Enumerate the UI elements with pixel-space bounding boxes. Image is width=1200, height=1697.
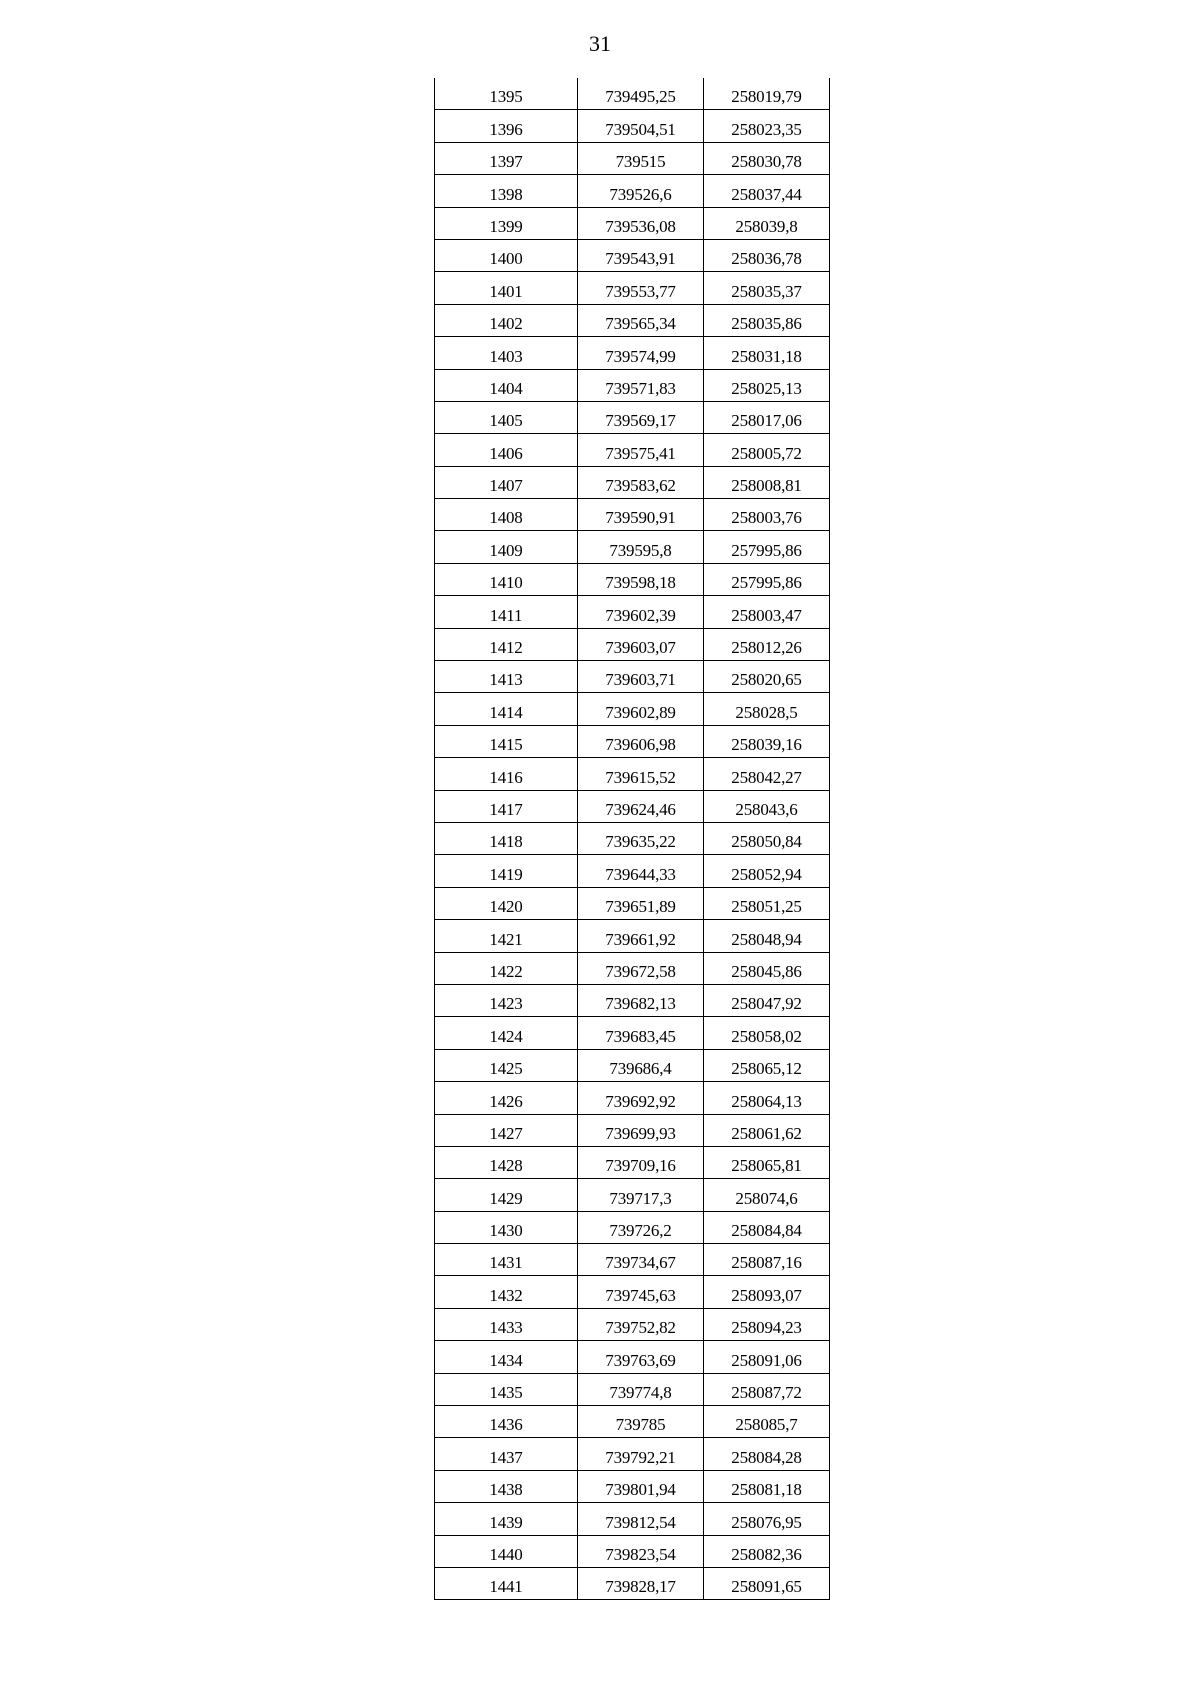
table-row [435,725,830,757]
y-coordinate-cell: 258061,62 [704,1114,830,1146]
y-coordinate-cell: 258093,07 [704,1276,830,1308]
coordinates-table [434,78,830,1600]
table-row [435,563,830,595]
x-coordinate-cell: 739615,52 [578,758,704,790]
y-coordinate-cell: 258051,25 [704,887,830,919]
table-row [435,758,830,790]
point-number-cell: 1395 [435,78,578,110]
x-coordinate-cell: 739752,82 [578,1308,704,1340]
point-number-cell: 1416 [435,758,578,790]
point-number-cell: 1426 [435,1082,578,1114]
y-coordinate-cell: 258087,72 [704,1373,830,1405]
point-number-cell: 1409 [435,531,578,563]
x-coordinate-cell: 739644,33 [578,855,704,887]
table-row [435,531,830,563]
table-row [435,1470,830,1502]
x-coordinate-cell: 739515 [578,142,704,174]
point-number-cell: 1432 [435,1276,578,1308]
y-coordinate-cell: 258064,13 [704,1082,830,1114]
point-number-cell: 1437 [435,1438,578,1470]
table-row [435,1503,830,1535]
y-coordinate-cell: 258052,94 [704,855,830,887]
point-number-cell: 1408 [435,499,578,531]
y-coordinate-cell: 258037,44 [704,175,830,207]
point-number-cell: 1423 [435,984,578,1016]
table-row [435,272,830,304]
table-row [435,1276,830,1308]
y-coordinate-cell: 258019,79 [704,78,830,110]
y-coordinate-cell: 258039,16 [704,725,830,757]
point-number-cell: 1439 [435,1503,578,1535]
y-coordinate-cell: 258036,78 [704,239,830,271]
y-coordinate-cell: 258025,13 [704,369,830,401]
point-number-cell: 1400 [435,239,578,271]
point-number-cell: 1414 [435,693,578,725]
point-number-cell: 1424 [435,1017,578,1049]
table-row [435,401,830,433]
y-coordinate-cell: 258017,06 [704,401,830,433]
table-row [435,920,830,952]
y-coordinate-cell: 258048,94 [704,920,830,952]
point-number-cell: 1436 [435,1406,578,1438]
point-number-cell: 1412 [435,628,578,660]
point-number-cell: 1397 [435,142,578,174]
x-coordinate-cell: 739682,13 [578,984,704,1016]
x-coordinate-cell: 739606,98 [578,725,704,757]
point-number-cell: 1438 [435,1470,578,1502]
point-number-cell: 1396 [435,110,578,142]
x-coordinate-cell: 739595,8 [578,531,704,563]
x-coordinate-cell: 739709,16 [578,1146,704,1178]
y-coordinate-cell: 258023,35 [704,110,830,142]
y-coordinate-cell: 258081,18 [704,1470,830,1502]
point-number-cell: 1433 [435,1308,578,1340]
point-number-cell: 1402 [435,304,578,336]
y-coordinate-cell: 258074,6 [704,1179,830,1211]
y-coordinate-cell: 258050,84 [704,822,830,854]
x-coordinate-cell: 739734,67 [578,1244,704,1276]
table-row [435,1017,830,1049]
point-number-cell: 1406 [435,434,578,466]
x-coordinate-cell: 739603,07 [578,628,704,660]
y-coordinate-cell: 258042,27 [704,758,830,790]
x-coordinate-cell: 739683,45 [578,1017,704,1049]
y-coordinate-cell: 258085,7 [704,1406,830,1438]
point-number-cell: 1435 [435,1373,578,1405]
y-coordinate-cell: 258058,02 [704,1017,830,1049]
table-row [435,369,830,401]
x-coordinate-cell: 739536,08 [578,207,704,239]
table-row [435,239,830,271]
x-coordinate-cell: 739692,92 [578,1082,704,1114]
table-row [435,1082,830,1114]
point-number-cell: 1428 [435,1146,578,1178]
point-number-cell: 1403 [435,337,578,369]
table-row [435,822,830,854]
y-coordinate-cell: 258030,78 [704,142,830,174]
table-row [435,1114,830,1146]
point-number-cell: 1417 [435,790,578,822]
table-row [435,1406,830,1438]
table-row [435,1341,830,1373]
table-row [435,1049,830,1081]
x-coordinate-cell: 739745,63 [578,1276,704,1308]
y-coordinate-cell: 258047,92 [704,984,830,1016]
x-coordinate-cell: 739590,91 [578,499,704,531]
x-coordinate-cell: 739801,94 [578,1470,704,1502]
coordinates-table-body [435,78,830,1600]
point-number-cell: 1422 [435,952,578,984]
x-coordinate-cell: 739543,91 [578,239,704,271]
y-coordinate-cell: 258008,81 [704,466,830,498]
x-coordinate-cell: 739603,71 [578,661,704,693]
table-row [435,466,830,498]
point-number-cell: 1434 [435,1341,578,1373]
table-row [435,207,830,239]
x-coordinate-cell: 739828,17 [578,1567,704,1599]
x-coordinate-cell: 739602,89 [578,693,704,725]
x-coordinate-cell: 739774,8 [578,1373,704,1405]
x-coordinate-cell: 739717,3 [578,1179,704,1211]
y-coordinate-cell: 258076,95 [704,1503,830,1535]
table-row [435,887,830,919]
x-coordinate-cell: 739672,58 [578,952,704,984]
x-coordinate-cell: 739602,39 [578,596,704,628]
point-number-cell: 1405 [435,401,578,433]
table-row [435,499,830,531]
point-number-cell: 1410 [435,563,578,595]
point-number-cell: 1415 [435,725,578,757]
y-coordinate-cell: 258065,12 [704,1049,830,1081]
table-row [435,596,830,628]
y-coordinate-cell: 258035,37 [704,272,830,304]
y-coordinate-cell: 258035,86 [704,304,830,336]
table-row [435,434,830,466]
table-row [435,984,830,1016]
y-coordinate-cell: 258084,28 [704,1438,830,1470]
x-coordinate-cell: 739574,99 [578,337,704,369]
x-coordinate-cell: 739812,54 [578,1503,704,1535]
y-coordinate-cell: 258043,6 [704,790,830,822]
table-row [435,142,830,174]
table-row [435,1373,830,1405]
table-row [435,855,830,887]
y-coordinate-cell: 258082,36 [704,1535,830,1567]
x-coordinate-cell: 739661,92 [578,920,704,952]
point-number-cell: 1421 [435,920,578,952]
table-row [435,790,830,822]
x-coordinate-cell: 739598,18 [578,563,704,595]
y-coordinate-cell: 258094,23 [704,1308,830,1340]
point-number-cell: 1398 [435,175,578,207]
table-row [435,1438,830,1470]
table-row [435,693,830,725]
x-coordinate-cell: 739726,2 [578,1211,704,1243]
table-row [435,1308,830,1340]
table-row [435,1211,830,1243]
x-coordinate-cell: 739686,4 [578,1049,704,1081]
x-coordinate-cell: 739575,41 [578,434,704,466]
page-number: 31 [589,31,611,56]
y-coordinate-cell: 258039,8 [704,207,830,239]
table-row [435,304,830,336]
x-coordinate-cell: 739823,54 [578,1535,704,1567]
y-coordinate-cell: 258087,16 [704,1244,830,1276]
table-row [435,337,830,369]
y-coordinate-cell: 258012,26 [704,628,830,660]
x-coordinate-cell: 739635,22 [578,822,704,854]
x-coordinate-cell: 739785 [578,1406,704,1438]
y-coordinate-cell: 258028,5 [704,693,830,725]
x-coordinate-cell: 739526,6 [578,175,704,207]
point-number-cell: 1420 [435,887,578,919]
y-coordinate-cell: 258045,86 [704,952,830,984]
point-number-cell: 1411 [435,596,578,628]
table-row [435,1146,830,1178]
y-coordinate-cell: 257995,86 [704,563,830,595]
x-coordinate-cell: 739699,93 [578,1114,704,1146]
point-number-cell: 1431 [435,1244,578,1276]
y-coordinate-cell: 258020,65 [704,661,830,693]
point-number-cell: 1441 [435,1567,578,1599]
table-row [435,110,830,142]
table-row [435,661,830,693]
x-coordinate-cell: 739569,17 [578,401,704,433]
point-number-cell: 1425 [435,1049,578,1081]
table-row [435,1244,830,1276]
point-number-cell: 1429 [435,1179,578,1211]
x-coordinate-cell: 739553,77 [578,272,704,304]
table-row [435,1179,830,1211]
x-coordinate-cell: 739504,51 [578,110,704,142]
table-row [435,952,830,984]
table-row [435,1567,830,1599]
point-number-cell: 1427 [435,1114,578,1146]
point-number-cell: 1419 [435,855,578,887]
table-row [435,78,830,110]
table-row [435,175,830,207]
point-number-cell: 1401 [435,272,578,304]
table-row [435,1535,830,1567]
y-coordinate-cell: 257995,86 [704,531,830,563]
x-coordinate-cell: 739651,89 [578,887,704,919]
y-coordinate-cell: 258003,47 [704,596,830,628]
y-coordinate-cell: 258084,84 [704,1211,830,1243]
x-coordinate-cell: 739763,69 [578,1341,704,1373]
y-coordinate-cell: 258003,76 [704,499,830,531]
x-coordinate-cell: 739565,34 [578,304,704,336]
x-coordinate-cell: 739583,62 [578,466,704,498]
point-number-cell: 1404 [435,369,578,401]
point-number-cell: 1430 [435,1211,578,1243]
y-coordinate-cell: 258091,65 [704,1567,830,1599]
x-coordinate-cell: 739571,83 [578,369,704,401]
y-coordinate-cell: 258091,06 [704,1341,830,1373]
y-coordinate-cell: 258031,18 [704,337,830,369]
point-number-cell: 1413 [435,661,578,693]
x-coordinate-cell: 739792,21 [578,1438,704,1470]
point-number-cell: 1418 [435,822,578,854]
table-row [435,628,830,660]
point-number-cell: 1399 [435,207,578,239]
point-number-cell: 1407 [435,466,578,498]
point-number-cell: 1440 [435,1535,578,1567]
y-coordinate-cell: 258005,72 [704,434,830,466]
y-coordinate-cell: 258065,81 [704,1146,830,1178]
x-coordinate-cell: 739624,46 [578,790,704,822]
x-coordinate-cell: 739495,25 [578,78,704,110]
